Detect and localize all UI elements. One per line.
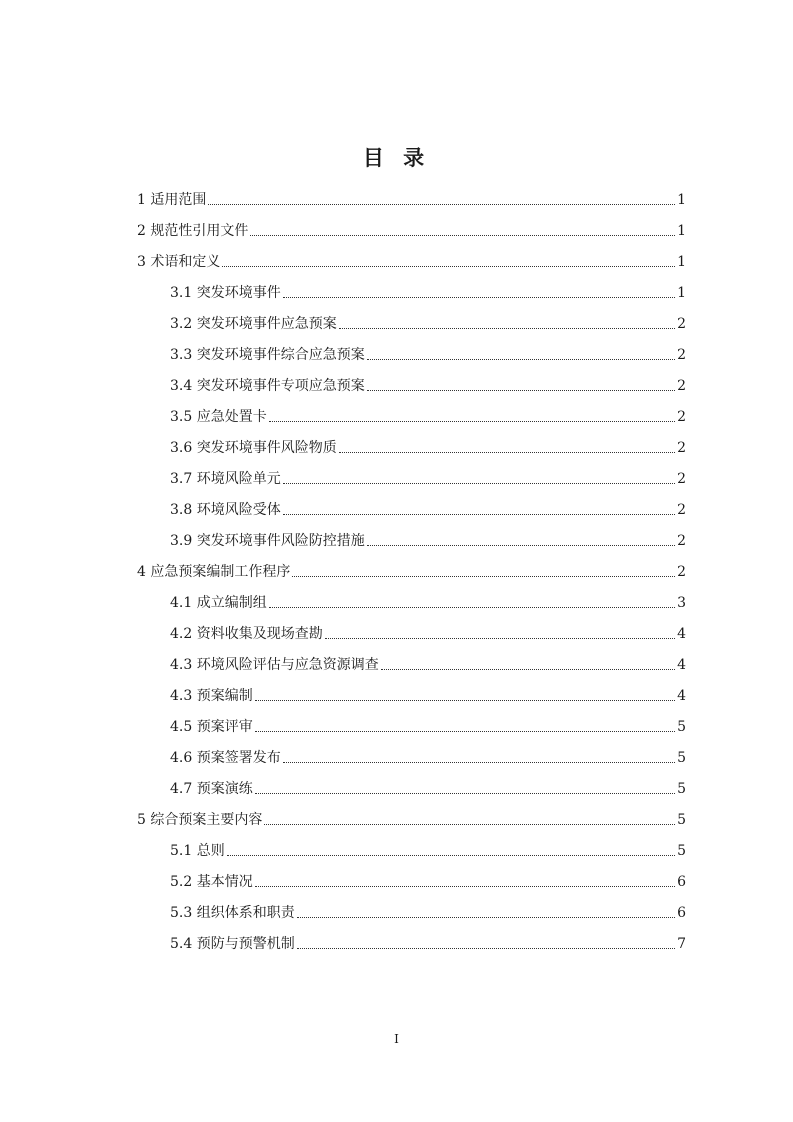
toc-entry[interactable] xyxy=(137,242,686,273)
toc-entry[interactable] xyxy=(170,304,686,335)
toc-entry-title: 3.9 突发环境事件风险防控措施 xyxy=(170,533,365,549)
toc-dot-leader xyxy=(381,669,675,670)
toc-entry-title: 4.1 成立编制组 xyxy=(170,595,267,611)
toc-entry-title: 4.6 预案签署发布 xyxy=(170,750,281,766)
toc-entry-title: 4.7 预案演练 xyxy=(170,781,253,797)
toc-entry[interactable] xyxy=(170,459,686,490)
toc-entry-page-number: 2 xyxy=(677,316,686,332)
toc-dot-leader xyxy=(283,762,675,763)
toc-dot-leader xyxy=(208,204,675,205)
toc-entry[interactable] xyxy=(170,676,686,707)
toc-entry-title: 5 综合预案主要内容 xyxy=(137,812,263,828)
toc-dot-leader xyxy=(255,700,675,701)
toc-dot-leader xyxy=(269,607,675,608)
toc-entry-title: 1 适用范围 xyxy=(137,192,207,208)
toc-entry-title: 3.3 突发环境事件综合应急预案 xyxy=(170,347,365,363)
toc-entry[interactable] xyxy=(170,397,686,428)
toc-dot-leader xyxy=(339,328,675,329)
toc-entry[interactable] xyxy=(170,893,686,924)
toc-dot-leader xyxy=(269,421,675,422)
toc-entry-page-number: 1 xyxy=(677,254,686,270)
toc-entry[interactable] xyxy=(170,862,686,893)
toc-entry-page-number: 2 xyxy=(677,378,686,394)
toc-dot-leader xyxy=(367,545,675,546)
toc-entry[interactable] xyxy=(170,707,686,738)
toc-entry-title: 3.5 应急处置卡 xyxy=(170,409,267,425)
toc-dot-leader xyxy=(367,390,675,391)
toc-entry-title: 4.2 资料收集及现场查勘 xyxy=(170,626,323,642)
toc-entry-page-number: 6 xyxy=(677,905,686,921)
toc-entry-title: 5.2 基本情况 xyxy=(170,874,253,890)
toc-entry[interactable] xyxy=(170,583,686,614)
toc-entry-page-number: 5 xyxy=(677,843,686,859)
toc-entry-page-number: 6 xyxy=(677,874,686,890)
toc-entry[interactable] xyxy=(170,273,686,304)
toc-dot-leader xyxy=(255,793,675,794)
toc-dot-leader xyxy=(255,731,675,732)
toc-entry[interactable] xyxy=(170,366,686,397)
toc-entry[interactable] xyxy=(170,335,686,366)
toc-dot-leader xyxy=(283,514,675,515)
toc-entry-title: 5.3 组织体系和职责 xyxy=(170,905,295,921)
toc-entry-page-number: 5 xyxy=(677,781,686,797)
toc-entry-page-number: 2 xyxy=(677,440,686,456)
toc-entry[interactable] xyxy=(170,428,686,459)
toc-entry-page-number: 2 xyxy=(677,409,686,425)
toc-entry-title: 3.8 环境风险受体 xyxy=(170,502,281,518)
toc-entry[interactable] xyxy=(170,924,686,955)
toc-entry[interactable] xyxy=(137,211,686,242)
toc-dot-leader xyxy=(325,638,675,639)
toc-dot-leader xyxy=(297,948,675,949)
toc-entry-title: 2 规范性引用文件 xyxy=(137,223,249,239)
toc-dot-leader xyxy=(283,483,675,484)
toc-entry-page-number: 2 xyxy=(677,471,686,487)
toc-entry[interactable] xyxy=(170,490,686,521)
toc-dot-leader xyxy=(264,824,675,825)
toc-entry-page-number: 2 xyxy=(677,347,686,363)
toc-dot-leader xyxy=(250,235,675,236)
toc-entry-title: 5.1 总则 xyxy=(170,843,225,859)
toc-entry-page-number: 7 xyxy=(677,936,686,952)
toc-entry[interactable] xyxy=(170,831,686,862)
toc-entry-page-number: 1 xyxy=(677,285,686,301)
toc-entry[interactable] xyxy=(170,645,686,676)
toc-entry[interactable] xyxy=(170,769,686,800)
toc-entry-page-number: 5 xyxy=(677,750,686,766)
toc-entry-page-number: 1 xyxy=(677,223,686,239)
toc-entry-title: 3.6 突发环境事件风险物质 xyxy=(170,440,337,456)
toc-entry-page-number: 2 xyxy=(677,533,686,549)
toc-entry-page-number: 1 xyxy=(677,192,686,208)
toc-dot-leader xyxy=(297,917,675,918)
toc-dot-leader xyxy=(367,359,675,360)
toc-entry-page-number: 2 xyxy=(677,502,686,518)
toc-dot-leader xyxy=(255,886,675,887)
toc-entry-title: 5.4 预防与预警机制 xyxy=(170,936,295,952)
toc-dot-leader xyxy=(339,452,675,453)
toc-entry-page-number: 4 xyxy=(677,626,686,642)
toc-entry[interactable] xyxy=(170,521,686,552)
toc-entry-title: 4.3 预案编制 xyxy=(170,688,253,704)
toc-entry-page-number: 5 xyxy=(677,719,686,735)
toc-entry-title: 3 术语和定义 xyxy=(137,254,221,270)
toc-dot-leader xyxy=(292,576,675,577)
toc-entry-title: 4.5 预案评审 xyxy=(170,719,253,735)
toc-entry[interactable] xyxy=(170,614,686,645)
toc-entry-page-number: 3 xyxy=(677,595,686,611)
toc-entry-title: 4 应急预案编制工作程序 xyxy=(137,564,291,580)
toc-entry-title: 3.4 突发环境事件专项应急预案 xyxy=(170,378,365,394)
toc-dot-leader xyxy=(222,266,675,267)
toc-entry-page-number: 2 xyxy=(677,564,686,580)
page-number: I xyxy=(394,1032,399,1046)
page-title: 目 录 xyxy=(362,146,431,170)
toc-entry-page-number: 5 xyxy=(677,812,686,828)
toc-entry-title: 3.2 突发环境事件应急预案 xyxy=(170,316,337,332)
toc-entry-title: 4.3 环境风险评估与应急资源调查 xyxy=(170,657,379,673)
toc-entry-page-number: 4 xyxy=(677,688,686,704)
toc-entry-page-number: 4 xyxy=(677,657,686,673)
toc-entry[interactable] xyxy=(137,180,686,211)
toc-entry[interactable] xyxy=(137,552,686,583)
toc-entry-title: 3.7 环境风险单元 xyxy=(170,471,281,487)
toc-entry[interactable] xyxy=(137,800,686,831)
toc-entry-title: 3.1 突发环境事件 xyxy=(170,285,281,301)
toc-entry[interactable] xyxy=(170,738,686,769)
toc-dot-leader xyxy=(227,855,675,856)
toc-dot-leader xyxy=(283,297,675,298)
